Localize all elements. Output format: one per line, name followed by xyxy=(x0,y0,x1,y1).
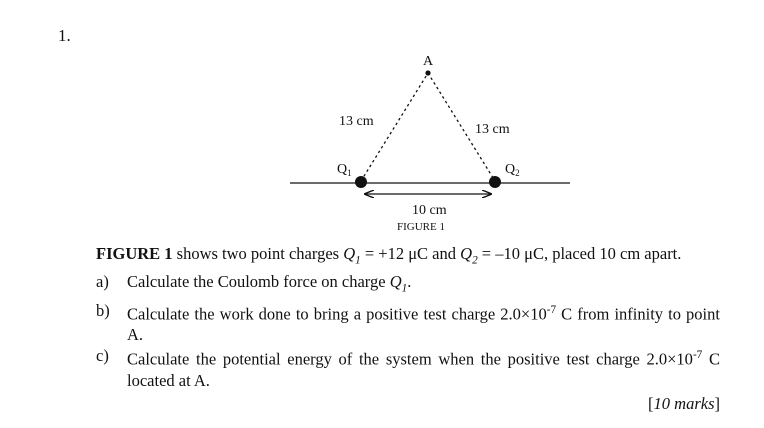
q1-label: $Q_1$ xyxy=(337,162,352,178)
question-body xyxy=(96,243,720,391)
question-intro: FIGURE 1 shows two point charges $Q_1 = +12$ μC and $Q_2 = -10$ μC, placed 10 cm apart. xyxy=(96,244,682,267)
question-parts xyxy=(96,271,720,390)
charge-q2-dot xyxy=(489,176,501,188)
part-label: a) xyxy=(96,272,109,292)
distance-label: 10 cm xyxy=(412,203,447,218)
charge-q1-dot xyxy=(355,176,367,188)
point-a-dot xyxy=(425,70,430,75)
part-label: c) xyxy=(96,346,109,366)
part-c: c) Calculate the potential energy of the system when the positive test charge $2.0\times 10^{-7}$ C located at A. xyxy=(96,346,720,390)
right-side-length-label: 13 cm xyxy=(475,122,510,137)
marks-allocation: [10 marks] xyxy=(648,394,720,413)
question-number: 1. xyxy=(58,26,71,45)
q2-label: $Q_2$ xyxy=(505,162,520,178)
part-label: b) xyxy=(96,300,110,320)
left-side-length-label: 13 cm xyxy=(339,114,374,129)
part-b: b) Calculate the work done to bring a positive test charge $2.0\times 10^{-7}$ C from infinity to point A. xyxy=(96,300,720,345)
point-a-label: A xyxy=(423,54,434,69)
figure-caption: FIGURE 1 xyxy=(397,221,445,233)
part-a: a) Calculate the Coulomb force on charge $Q_1$. xyxy=(96,272,412,295)
